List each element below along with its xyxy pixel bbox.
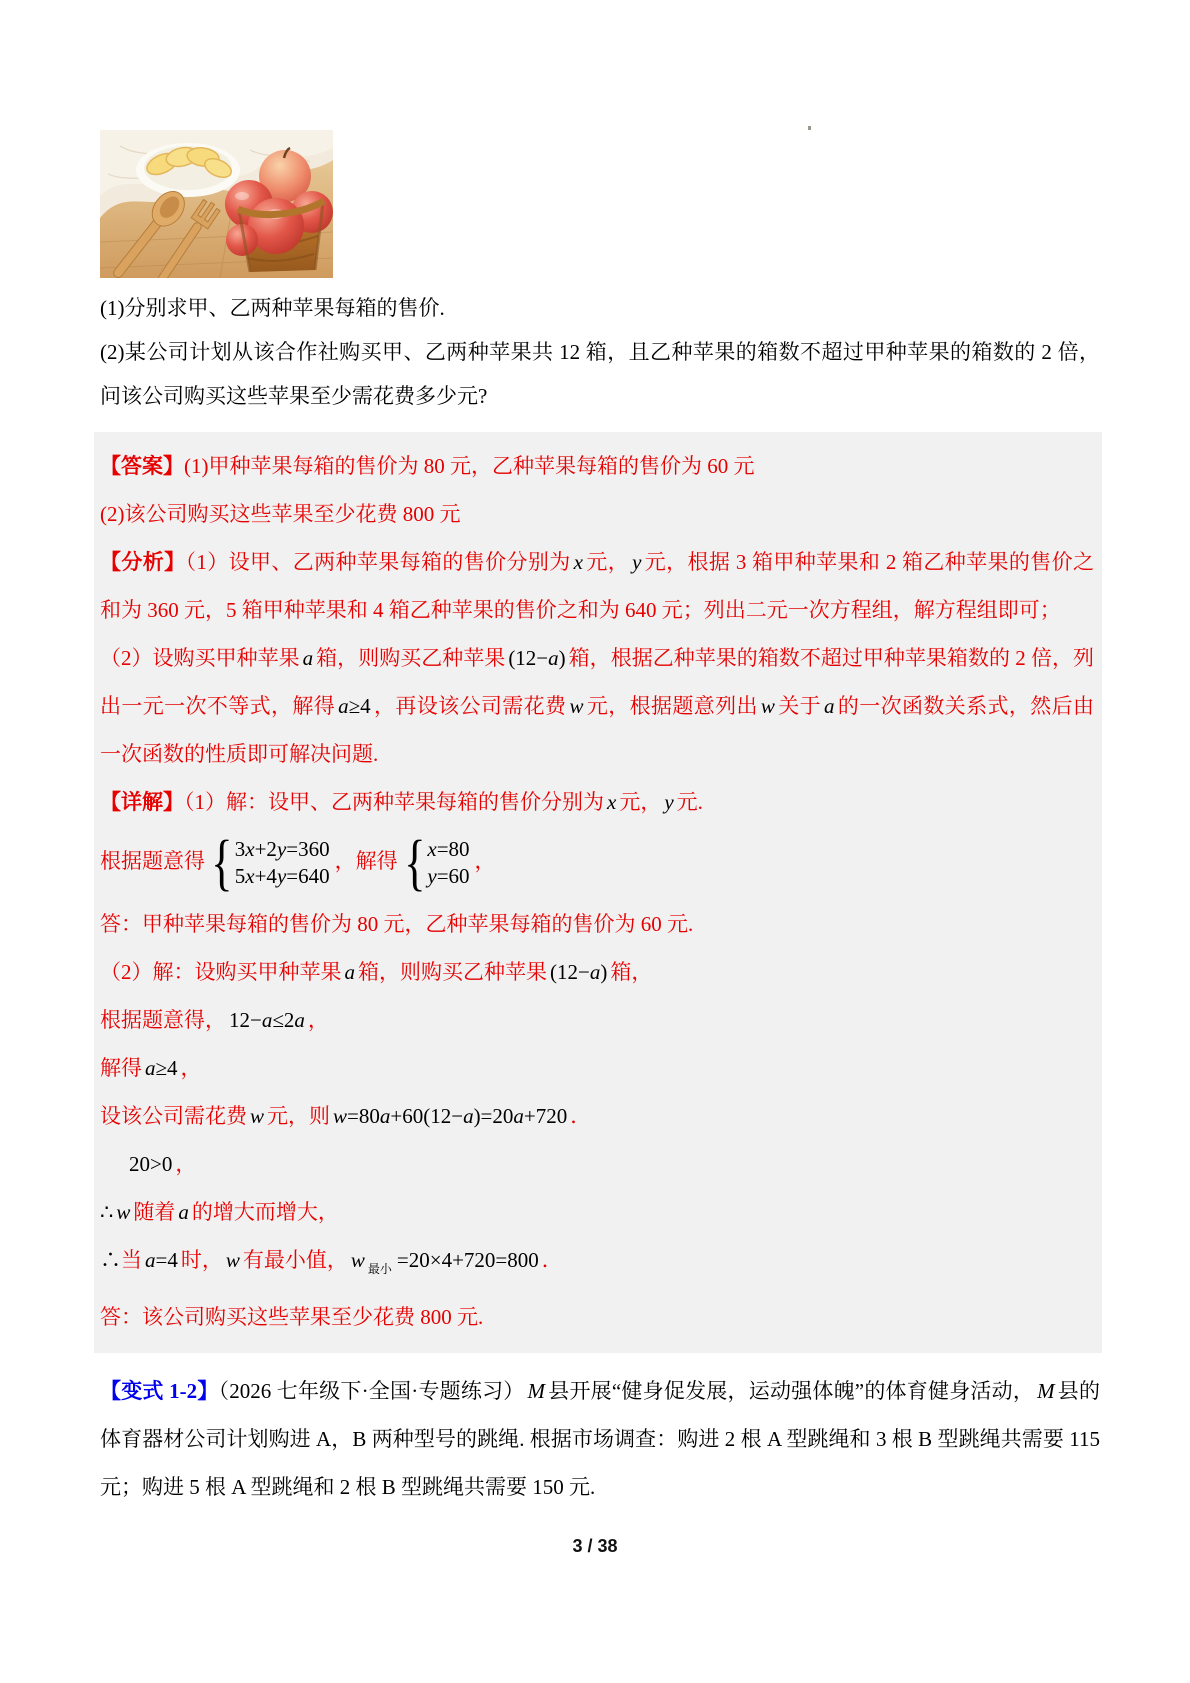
text-segment: 答：甲种苹果每箱的售价为 80 元，乙种苹果每箱的售价为 60 元. <box>100 912 694 936</box>
text-segment: w <box>569 694 584 718</box>
detail-answer-2 <box>100 1293 1094 1341</box>
detail-inequality <box>100 996 1094 1044</box>
text-segment: 时， <box>180 1248 223 1272</box>
variant-problem-1-2 <box>100 1367 1100 1511</box>
text-segment: 关于 <box>777 694 821 718</box>
text-segment: a <box>344 960 355 984</box>
text-segment: w <box>250 1104 265 1128</box>
text-segment: （2）设购买甲种苹果 <box>100 646 300 670</box>
text-segment: 箱，则购买乙种苹果 <box>316 646 506 670</box>
text-segment: y <box>664 790 674 814</box>
answer-analysis-block <box>94 432 1102 1353</box>
equation-row: 3x+2y=360 <box>234 837 330 861</box>
text-segment: 箱， <box>610 960 653 984</box>
detail-minimum <box>100 1236 1094 1293</box>
detail-equation-system <box>100 826 1094 900</box>
detail-monotonic <box>100 1188 1094 1236</box>
text-segment: 答：该公司购买这些苹果至少花费 800 元. <box>100 1305 484 1329</box>
text-segment: 箱，根据乙种苹果的箱数不超过甲种苹果箱数的 2 倍，列出一元一次不等式，解得 <box>100 646 1095 718</box>
text-segment: ∴ <box>100 1248 121 1272</box>
text-segment: w <box>760 694 775 718</box>
brace-glyph: { <box>403 828 426 897</box>
text-segment: 解得 <box>100 1056 142 1080</box>
text-segment: ∴ <box>100 1200 114 1224</box>
variant-problem-block <box>100 1367 1100 1511</box>
text-segment: 【答案】 <box>100 454 184 478</box>
text-segment: M <box>527 1379 546 1403</box>
text-segment: 元，则 <box>267 1104 331 1128</box>
detail-inequality-solution <box>100 1044 1094 1092</box>
text-segment: ， <box>175 1152 197 1176</box>
text-segment: =20×4+720=800 <box>396 1248 539 1272</box>
text-segment: a <box>824 694 835 718</box>
text-segment: 设该公司需花费 <box>100 1104 247 1128</box>
text-segment: M <box>1037 1379 1055 1403</box>
question-part-2 <box>100 330 1100 418</box>
text-segment: a <box>178 1200 189 1224</box>
text-segment: (1)甲种苹果每箱的售价为 80 元，乙种苹果每箱的售价为 60 元 <box>184 454 755 478</box>
text-segment: 县开展“健身促发展，运动强体魄”的体育健身活动， <box>548 1379 1035 1403</box>
text-segment: w=80a+60(12−a)=20a+720 <box>333 1104 568 1128</box>
text-segment: w <box>116 1200 131 1224</box>
text-segment: 根据题意得， <box>100 1008 226 1032</box>
text-segment: 的一次函数关系式，然后由一次函数的性质即可解决问题. <box>100 694 1095 766</box>
text-segment: （2）解：设购买甲种苹果 <box>100 960 342 984</box>
text-segment: (12−a) <box>508 646 566 670</box>
answer-line-1 <box>100 442 1094 490</box>
text-segment: 箱，则购买乙种苹果 <box>358 960 547 984</box>
text-segment: 根据题意得 <box>100 848 205 873</box>
text-segment: 12−a≤2a <box>229 1008 305 1032</box>
detail-answer-1 <box>100 900 1094 948</box>
text-segment: a=4 <box>145 1248 178 1272</box>
text-segment: a≥4 <box>145 1056 178 1080</box>
text-segment: 元. <box>676 790 703 814</box>
text-segment: 县的体育器材公司计划购进 A，B 两种型号的跳绳. 根据市场调查：购进 2 根 A 型跳绳和 3 根 B 型跳绳共需要 115 元；购进 5 根 A 型跳绳和 2 根 B 型跳绳共需要 150 元. <box>100 1379 1101 1499</box>
text-segment: 【详解】 <box>100 790 184 814</box>
text-segment: （2026 七年级下·全国·专题练习） <box>218 1379 525 1403</box>
text-segment: 【变式 1-2】 <box>100 1379 219 1403</box>
text-segment: ． <box>541 1248 563 1272</box>
text-segment: w <box>225 1248 240 1272</box>
text-segment: 20>0 <box>129 1152 173 1176</box>
equation-system <box>207 828 333 897</box>
text-segment: a≥4 <box>338 694 371 718</box>
equation-system <box>400 828 473 897</box>
text-segment: (2)该公司购买这些苹果至少花费 800 元 <box>100 502 461 526</box>
text-segment: x <box>607 790 617 814</box>
text-segment: a <box>302 646 314 670</box>
text-segment: (2)某公司计划从该合作社购买甲、乙两种苹果共 12 箱，且乙种苹果的箱数不超过甲种苹果的箱数的 2 倍，问该公司购买这些苹果至少需花费多少元? <box>100 340 1100 408</box>
text-segment: y <box>632 550 642 574</box>
detail-cost-function <box>100 1092 1094 1140</box>
answer-line-2 <box>100 490 1094 538</box>
brace-glyph: { <box>211 828 233 897</box>
text-segment: 的增大而增大， <box>191 1200 339 1224</box>
text-segment: ，再设该公司需花费 <box>373 694 567 718</box>
page-number: 3 / 38 <box>572 1536 618 1556</box>
apples-photo <box>100 130 333 278</box>
equation-row: 5x+4y=640 <box>234 864 330 888</box>
problem-statement <box>100 286 1100 418</box>
text-segment: 元， <box>619 790 662 814</box>
page-content <box>100 0 1100 1511</box>
text-segment: ， <box>180 1056 202 1080</box>
text-segment: 元，根据 3 箱甲种苹果和 2 箱乙种苹果的售价之和为 360 元，5 箱甲种苹果和 4 箱乙种苹果的售价之和为 640 元；列出二元一次方程组，解方程组即可； <box>100 550 1095 622</box>
text-segment: ． <box>570 1104 592 1128</box>
analysis-part-2 <box>100 634 1094 778</box>
text-segment: w <box>350 1248 365 1272</box>
text-segment: 【分析】 <box>100 550 186 574</box>
analysis-part-1 <box>100 538 1094 634</box>
text-segment: 有最小值， <box>242 1248 348 1272</box>
detail-coefficient <box>100 1140 1094 1188</box>
text-segment: (1)分别求甲、乙两种苹果每箱的售价. <box>100 296 445 320</box>
text-segment: 元， <box>585 550 630 574</box>
equation-row: x=80 <box>427 837 470 861</box>
text-segment: 元，根据题意列出 <box>586 694 758 718</box>
question-part-1 <box>100 286 1100 330</box>
detail-step-2 <box>100 948 1094 996</box>
text-segment: 当 <box>121 1248 142 1272</box>
detail-step-1 <box>100 778 1094 826</box>
text-segment: 最小 <box>367 1262 392 1276</box>
text-segment: ， <box>474 848 496 873</box>
text-segment: 随着 <box>133 1200 176 1224</box>
text-segment: (12−a) <box>550 960 608 984</box>
text-segment: ， <box>307 1008 329 1032</box>
text-segment: （1）设甲、乙两种苹果每箱的售价分别为 <box>185 550 571 574</box>
text-segment: ，解得 <box>334 848 398 873</box>
text-segment: x <box>573 550 583 574</box>
equation-row: y=60 <box>427 864 470 888</box>
text-segment: （1）解：设甲、乙两种苹果每箱的售价分别为 <box>184 790 604 814</box>
scan-artifact-dot <box>808 126 811 130</box>
